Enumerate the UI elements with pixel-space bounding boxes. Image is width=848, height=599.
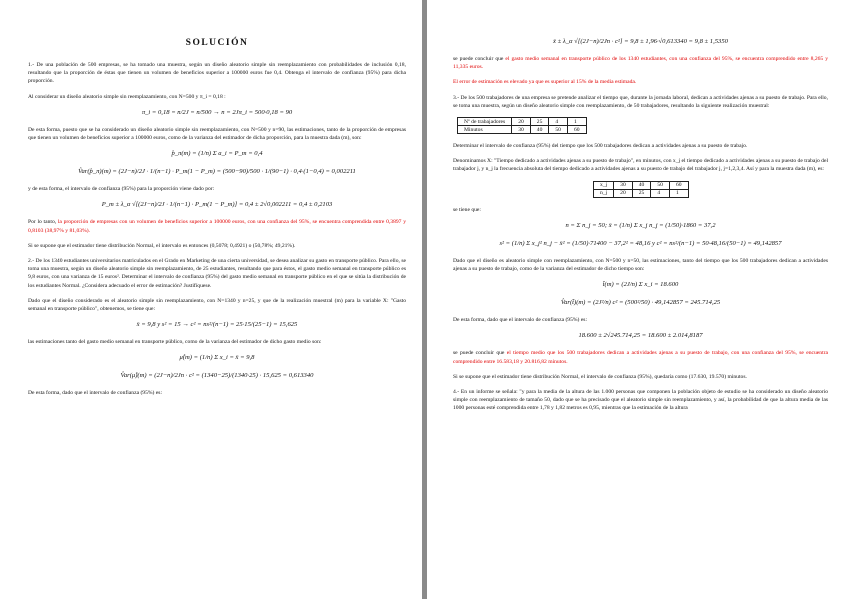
table-cell: 50 xyxy=(549,126,568,134)
paragraph: Dado que el diseño es aleatorio simple con reemplazamiento, con N=500 y n=50, las estimaciones, tanto del tiempo que los 500 trabajadores dedican a actividades ajenas a su puesto de trabajo, como de la varianza del estimador de dicho tiempo son: xyxy=(453,257,828,273)
formula: V̂ar(μ̂)(m) = (2J−n)/2Jn · c² = (1340−25)/(1340·25) · 15,625 = 0,613340 xyxy=(120,372,314,380)
formula: 18.600 ± 2√245.714,25 = 18.600 ± 2.014,8187 xyxy=(578,332,703,340)
highlighted-conclusion: el tiempo medio que los 500 trabajadores dedican a actividades ajenas a su puesto de trabajo, con una confianza del 95%, se encuentra comprendido entre 16.583,18 y 20.816,82 minutos. xyxy=(453,350,828,365)
frequency-table xyxy=(593,181,689,198)
table-cell: 1 xyxy=(567,118,586,126)
problem-2-statement: 2.- De los 1340 estudiantes universitarios matriculados en el Grado en Marketing de una cierta universidad, se desea analizar su gasto en transporte público. Para ello, se toma una muestra, según un diseño aleatorio simple sin reemplazamiento, de 25 estudiantes, resultando que para éstos, el gasto medio semanal en transporte público es 9,8 euros, con una varianza de 15 euros². Determinar el intervalo de confianza (95%) del gasto medio semanal en transporte público en el que se sitúa la distribución de los estudiantes Normal. ¿Considera adecuado el error de estimación? Justifíquese. xyxy=(28,258,406,289)
conclusion-lead: Por lo tanto, xyxy=(28,219,58,226)
highlighted-conclusion: el gasto medio semanal en transporte público de los 1340 estudiantes, con una confianza del 95%, se encuentra comprendido entre 8,265 y 11,335 euros. xyxy=(453,56,828,71)
conclusion-lead: se puede concluir que xyxy=(453,56,506,62)
table-cell: n_j xyxy=(594,189,614,197)
table-cell: 1 xyxy=(669,189,688,197)
table-cell: 50 xyxy=(651,181,670,189)
conclusion-paragraph xyxy=(453,349,828,365)
conclusion-lead: se puede concluir que xyxy=(453,350,507,357)
table-cell: 40 xyxy=(632,181,651,189)
paragraph: Al considerar un diseño aleatorio simple sin reemplazamiento, con N=500 y π_i = 0,18 : xyxy=(28,93,226,100)
formula: p̂_π(m) = (1/n) Σ a_i = P_m = 0,4 xyxy=(171,150,263,158)
table-cell: 60 xyxy=(669,181,688,189)
paragraph: Denominamos X: "Tiempo dedicado a actividades ajenas a su puesto de trabajo", en minutos, con x_j el tiempo dedicado a actividades ajenas a su puesto de trabajo del trabajador j, y n_j la frecuencia absoluta del tiempo dedicado a actividades ajenas a su puesto de trabajo del trabajador j, j=1,2,3,4. Así y para la muestra dada (m), es: xyxy=(453,158,828,173)
solution-title: SOLUCIÓN xyxy=(185,38,249,48)
problem-4-statement: 4.- En un informe se señala: "y para la media de la altura de las 1.000 personas que componen la población objeto de estudio se ha considerado un diseño aleatorio simple con reemplazamiento de tamaño 50, dado que se ha precisado que el aleatorio simple sin reemplazamiento, y así, la probabilidad de que la altura media de las 1000 personas esté comprendida entre 1,78 y 1,82 metros es 0,95, mientras que la estimación de la altura xyxy=(453,389,828,412)
paragraph: las estimaciones tanto del gasto medio semanal en transporte público, como de la varianza del estimador de dicho gasto medio son: xyxy=(28,339,322,346)
document-page-right xyxy=(427,0,848,599)
table-cell: 25 xyxy=(632,189,651,197)
formula: μ̂(m) = (1/n) Σ x_i = x̄ = 9,8 xyxy=(179,354,255,362)
table-row xyxy=(594,181,689,189)
table-cell: Nº de trabajadores xyxy=(458,118,512,126)
formula: π_i = 0,18 = n/2J = n/500 → n = 2Jπ_i = 500·0,18 = 90 xyxy=(141,108,293,116)
formula: x̄ = 9,8 y s² = 15 → c² = ns²/(n−1) = 25·15/(25−1) = 15,625 xyxy=(136,321,298,329)
paragraph: Si se supone que el estimador tiene distribución Normal, el intervalo de confianza (95%), quedaría como (17.630, 19.570) minutos. xyxy=(453,373,747,380)
formula: t̂(m) = (2J/n) Σ x_i = 18.600 xyxy=(602,281,679,289)
paragraph: Determinar el intervalo de confianza (95%) del tiempo que los 500 trabajadores dedican a actividades ajenas a su puesto de trabajo. xyxy=(453,143,748,150)
sample-table xyxy=(457,117,587,134)
paragraph: y de esta forma, el intervalo de confianza (95%) para la proporción viene dado por: xyxy=(28,186,215,193)
formula: s² = (1/n) Σ x_j² n_j − x̄² = (1/50)·71400 − 37,2² = 48,16 y c² = ns²/(n−1) = 50·48,16/(50−1) = 49,142857 xyxy=(499,239,782,247)
paragraph: De esta forma, dado que el intervalo de confianza (95%) es: xyxy=(28,390,163,397)
problem-1-statement: 1.- De una población de 500 empresas, se ha tomado una muestra, según un diseño aleatorio simple sin reemplazamiento con probabilidades de inclusión 0,18, resultando que la proporción de éstas que tienen un volumen de beneficios superior a 100000 euros fue 0,4. Obtenga el intervalo de confianza (95%) para dicha proporción. xyxy=(28,62,406,85)
table-cell: Minutos xyxy=(458,126,512,134)
paragraph: Dado que el diseño considerado es el aleatorio simple sin reemplazamiento, con N=1340 y n=25, y que de la realización muestral (m) para la variable X: "Gasto semanal en transporte público", obtenemos, se tiene que: xyxy=(28,297,406,313)
table-cell: 30 xyxy=(512,126,531,134)
table-cell: 30 xyxy=(614,181,633,189)
formula: V̂ar(t̂)(m) = (2J²/n) c² = (500²/50) · 49,142857 = 245.714,25 xyxy=(560,299,721,307)
paragraph: Si se supone que el estimador tiene distribución Normal, el intervalo es entonces (0,5078; 0,4921) o (50,78%; 49,21%). xyxy=(28,242,296,249)
paragraph: De esta forma, puesto que se ha considerado un diseño aleatorio simple sin reemplazamiento, con N=500 y n=90, las estimaciones, tanto de la proporción de empresas que tienen un volumen de beneficios superior a 100000 euros, como de la varianza del estimador de dicha proporción, para la muestra dada (m), son: xyxy=(28,126,406,142)
table-cell: x_j xyxy=(594,181,614,189)
conclusion-paragraph xyxy=(453,55,828,71)
table-cell: 20 xyxy=(614,189,633,197)
table-cell: 25 xyxy=(530,118,549,126)
table-row xyxy=(594,189,689,197)
paragraph: se tiene que: xyxy=(453,206,481,213)
table-cell: 60 xyxy=(567,126,586,134)
highlighted-conclusion: la proporción de empresas con un volumen de beneficios superior a 100000 euros, con una confianza del 95%, se encuentra comprendida entre 0,3897 y 0,8103 (38,97% y 81,03%). xyxy=(28,219,406,234)
conclusion-paragraph xyxy=(28,218,406,234)
paragraph: De esta forma, dado que el intervalo de confianza (95%) es: xyxy=(453,317,588,324)
formula: P_m ± λ_α √[(2J−n)/2J · 1/(n−1) · P_m(1 − P_m)] = 0,4 ± 2√0,002211 = 0,4 ± 0,2103 xyxy=(101,201,333,209)
table-row xyxy=(458,126,587,134)
table-cell: 4 xyxy=(651,189,670,197)
document-page-left xyxy=(0,0,422,599)
highlighted-note: El error de estimación es elevado ya que es superior al 15% de la media estimada. xyxy=(453,79,637,86)
table-cell: 20 xyxy=(512,118,531,126)
formula: V̂ar(p̂_π)(m) = (2J−n)/2J · 1/(n−1) · P_m(1 − P_m) = (500−90)/500 · 1/(90−1) · 0,4·(1−0,4) = 0,002211 xyxy=(78,168,356,176)
table-cell: 40 xyxy=(530,126,549,134)
formula: n = Σ n_j = 50; x̄ = (1/n) Σ x_j n_j = (1/50)·1860 = 37,2 xyxy=(565,221,716,229)
table-row xyxy=(458,118,587,126)
table-cell: 4 xyxy=(549,118,568,126)
problem-3-statement: 3.- De los 500 trabajadores de una empresa se pretende analizar el tiempo que, durante la jornada laboral, dedican a actividades ajenas a su puesto de trabajo. Para ello, se toma una muestra, según un diseño aleatorio simple con reemplazamiento, de 50 trabajadores, resultando la siguiente realización muestral: xyxy=(453,94,828,109)
formula: x̄ ± λ_α √[(2J−n)/2Jn · c²] = 9,8 ± 1,96·√0,613340 = 9,8 ± 1,5350 xyxy=(553,38,728,45)
